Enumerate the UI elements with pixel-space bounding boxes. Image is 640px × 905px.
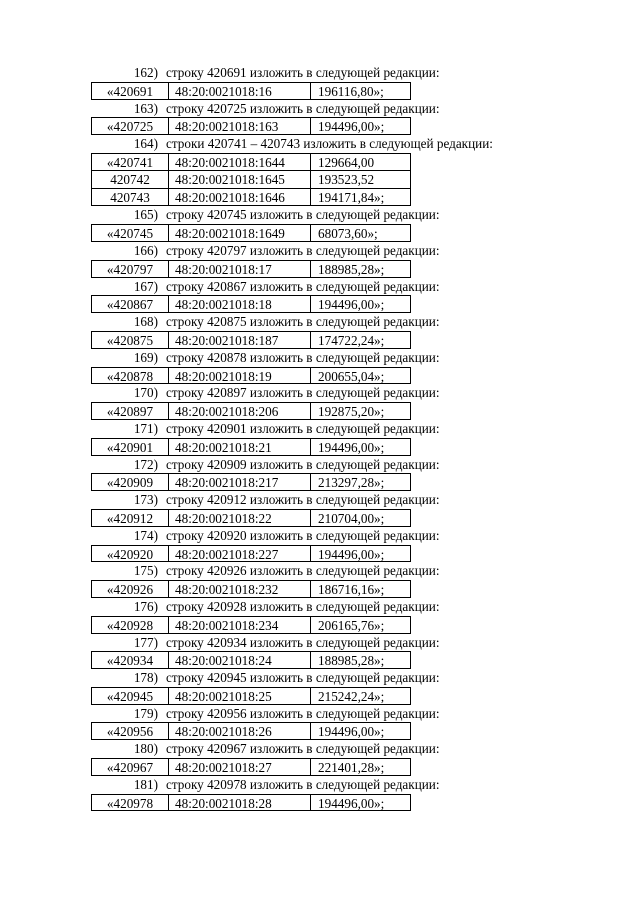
cadastral-number-cell: 48:20:0021018:22 <box>168 510 310 526</box>
cadastral-number-cell: 48:20:0021018:18 <box>168 296 310 312</box>
item-number: 177) <box>133 634 158 650</box>
item-number: 176) <box>133 598 158 614</box>
item-number: 172) <box>133 456 158 472</box>
amendment-instruction: строку 420691 изложить в следующей редакции: <box>166 65 440 80</box>
table-row <box>91 545 411 563</box>
amendment-instruction: строку 420867 изложить в следующей редакции: <box>166 278 440 294</box>
cadastral-number-cell: 48:20:0021018:163 <box>168 118 310 134</box>
table-row <box>91 295 411 313</box>
table-row <box>91 331 411 349</box>
amendment-instruction: строку 420745 изложить в следующей редакции: <box>166 207 440 223</box>
table-row <box>91 117 411 135</box>
row-code-cell: «420878 <box>106 368 154 384</box>
item-number: 170) <box>133 385 158 401</box>
cadastral-number-cell: 48:20:0021018:19 <box>168 368 310 384</box>
amendment-table <box>91 580 411 598</box>
item-number: 175) <box>133 563 158 579</box>
value-cell: 174722,24»; <box>310 332 412 348</box>
value-cell: 206165,76»; <box>310 617 412 633</box>
cadastral-number-cell: 48:20:0021018:217 <box>168 474 310 490</box>
row-code-cell: «420912 <box>106 510 154 526</box>
row-code-cell: «420901 <box>106 439 154 455</box>
cadastral-number-cell: 48:20:0021018:232 <box>168 581 310 597</box>
value-cell: 193523,52 <box>310 171 412 188</box>
value-cell: 194496,00»; <box>310 723 412 739</box>
table-row <box>91 758 411 776</box>
amendment-instruction: строку 420909 изложить в следующей редакции: <box>166 456 440 472</box>
table-row <box>91 189 411 207</box>
amendment-instruction: строку 420901 изложить в следующей редакции: <box>166 420 440 436</box>
amendment-heading <box>0 527 640 545</box>
cadastral-number-cell: 48:20:0021018:16 <box>168 83 310 99</box>
amendment-heading <box>0 491 640 509</box>
value-cell: 188985,28»; <box>310 652 412 668</box>
value-cell: 215242,24»; <box>310 688 412 704</box>
amendment-instruction: строку 420912 изложить в следующей редакции: <box>166 492 440 508</box>
row-code-cell: «420934 <box>106 653 154 669</box>
amendment-heading <box>0 384 640 402</box>
row-code-cell: «420928 <box>106 617 154 633</box>
item-number: 163) <box>133 100 158 116</box>
amendment-heading <box>0 206 640 224</box>
value-cell: 213297,28»; <box>310 474 412 490</box>
amendment-heading <box>0 349 640 367</box>
value-cell: 194496,00»; <box>310 795 412 811</box>
row-code-cell: «420897 <box>106 404 154 420</box>
table-row <box>91 509 411 527</box>
table-row <box>91 171 411 189</box>
amendment-table <box>91 117 411 135</box>
cadastral-number-cell: 48:20:0021018:1645 <box>168 171 310 188</box>
cadastral-number-cell: 48:20:0021018:28 <box>168 795 310 811</box>
amendment-heading <box>0 100 640 118</box>
value-cell: 194496,00»; <box>310 118 412 134</box>
item-number: 181) <box>133 776 158 792</box>
item-number: 168) <box>133 314 158 330</box>
item-number: 173) <box>133 492 158 508</box>
amendment-heading <box>0 598 640 616</box>
amendment-table <box>91 545 411 563</box>
cadastral-number-cell: 48:20:0021018:187 <box>168 332 310 348</box>
cadastral-number-cell: 48:20:0021018:25 <box>168 688 310 704</box>
value-cell: 221401,28»; <box>310 759 412 775</box>
row-code-cell: «420745 <box>106 226 154 242</box>
cadastral-number-cell: 48:20:0021018:24 <box>168 652 310 668</box>
value-cell: 194496,00»; <box>310 296 412 312</box>
row-code-cell: «420956 <box>106 724 154 740</box>
amendment-table <box>91 438 411 456</box>
cadastral-number-cell: 48:20:0021018:27 <box>168 759 310 775</box>
value-cell: 194496,00»; <box>310 439 412 455</box>
row-code-cell: «420920 <box>106 546 154 562</box>
row-code-cell: 420743 <box>110 189 150 205</box>
cadastral-number-cell: 48:20:0021018:21 <box>168 439 310 455</box>
amendment-heading <box>0 64 640 82</box>
amendment-instruction: строку 420920 изложить в следующей редакции: <box>166 527 440 543</box>
amendment-heading <box>0 420 640 438</box>
table-row <box>91 580 411 598</box>
amendment-table <box>91 651 411 669</box>
amendment-instruction: строки 420741 – 420743 изложить в следующей редакции: <box>166 136 493 152</box>
table-row <box>91 794 411 812</box>
amendment-instruction: строку 420945 изложить в следующей редакции: <box>166 670 440 686</box>
value-cell: 192875,20»; <box>310 403 412 419</box>
value-cell: 194496,00»; <box>310 546 412 562</box>
amendment-instruction: строку 420875 изложить в следующей редакции: <box>166 314 440 330</box>
value-cell: 210704,00»; <box>310 510 412 526</box>
table-row <box>91 473 411 491</box>
table-row <box>91 651 411 669</box>
table-row <box>91 224 411 242</box>
value-cell: 186716,16»; <box>310 581 412 597</box>
amendment-table <box>91 367 411 385</box>
table-row <box>91 260 411 278</box>
cadastral-number-cell: 48:20:0021018:26 <box>168 723 310 739</box>
cadastral-number-cell: 48:20:0021018:1649 <box>168 225 310 241</box>
cadastral-number-cell: 48:20:0021018:227 <box>168 546 310 562</box>
table-row <box>91 438 411 456</box>
row-code-cell: «420797 <box>106 261 154 277</box>
amendment-instruction: строку 420797 изложить в следующей редакции: <box>166 242 440 258</box>
amendment-instruction: строку 420725 изложить в следующей редакции: <box>166 100 440 116</box>
value-cell: 194171,84»; <box>310 189 412 206</box>
amendment-heading <box>0 562 640 580</box>
row-code-cell: «420978 <box>106 795 154 811</box>
cadastral-number-cell: 48:20:0021018:1644 <box>168 154 310 170</box>
amendment-heading <box>0 313 640 331</box>
table-row <box>91 616 411 634</box>
amendment-instruction: строку 420978 изложить в следующей редакции: <box>166 776 440 792</box>
item-number: 179) <box>133 705 158 721</box>
table-row <box>91 82 411 100</box>
row-code-cell: «420725 <box>106 119 154 135</box>
item-number: 164) <box>133 136 158 152</box>
amendment-heading <box>0 242 640 260</box>
amendment-table <box>91 153 411 206</box>
value-cell: 196116,80»; <box>310 83 412 99</box>
value-cell: 200655,04»; <box>310 368 412 384</box>
table-row <box>91 367 411 385</box>
table-row <box>91 402 411 420</box>
amendment-table <box>91 616 411 634</box>
amendment-instruction: строку 420926 изложить в следующей редакции: <box>166 563 440 579</box>
amendment-instruction: строку 420967 изложить в следующей редакции: <box>166 741 440 757</box>
amendment-table <box>91 295 411 313</box>
amendment-table <box>91 722 411 740</box>
item-number: 165) <box>133 207 158 223</box>
amendment-table <box>91 331 411 349</box>
amendment-heading <box>0 669 640 687</box>
amendment-instruction: строку 420934 изложить в следующей редакции: <box>166 634 440 650</box>
table-row <box>91 687 411 705</box>
amendment-table <box>91 82 411 100</box>
amendment-table <box>91 402 411 420</box>
amendment-heading <box>0 776 640 794</box>
table-row <box>91 722 411 740</box>
row-code-cell: «420867 <box>106 297 154 313</box>
amendment-heading <box>0 705 640 723</box>
amendment-table <box>91 687 411 705</box>
amendment-heading <box>0 634 640 652</box>
amendment-table <box>91 473 411 491</box>
amendment-table <box>91 260 411 278</box>
row-code-cell: 420742 <box>110 171 150 187</box>
cadastral-number-cell: 48:20:0021018:234 <box>168 617 310 633</box>
item-number: 171) <box>133 420 158 436</box>
item-number: 180) <box>133 741 158 757</box>
value-cell: 68073,60»; <box>310 225 412 241</box>
amendment-table <box>91 794 411 812</box>
item-number: 162) <box>133 65 158 80</box>
row-code-cell: «420945 <box>106 688 154 704</box>
row-code-cell: «420741 <box>106 154 154 170</box>
amendment-instruction: строку 420928 изложить в следующей редакции: <box>166 598 440 614</box>
document-body <box>0 64 640 811</box>
amendment-table <box>91 758 411 776</box>
row-code-cell: «420691 <box>106 83 154 99</box>
row-code-cell: «420967 <box>106 760 154 776</box>
cadastral-number-cell: 48:20:0021018:1646 <box>168 189 310 206</box>
amendment-instruction: строку 420878 изложить в следующей редакции: <box>166 349 440 365</box>
amendment-instruction: строку 420956 изложить в следующей редакции: <box>166 705 440 721</box>
value-cell: 129664,00 <box>310 154 412 170</box>
cadastral-number-cell: 48:20:0021018:206 <box>168 403 310 419</box>
amendment-table <box>91 224 411 242</box>
row-code-cell: «420875 <box>106 332 154 348</box>
cadastral-number-cell: 48:20:0021018:17 <box>168 261 310 277</box>
amendment-heading <box>0 456 640 474</box>
item-number: 169) <box>133 349 158 365</box>
amendment-table <box>91 509 411 527</box>
item-number: 166) <box>133 242 158 258</box>
table-row <box>91 153 411 171</box>
row-code-cell: «420909 <box>106 475 154 491</box>
amendment-heading <box>0 740 640 758</box>
amendment-heading <box>0 278 640 296</box>
amendment-heading <box>0 135 640 153</box>
value-cell: 188985,28»; <box>310 261 412 277</box>
row-code-cell: «420926 <box>106 582 154 598</box>
item-number: 174) <box>133 527 158 543</box>
item-number: 178) <box>133 670 158 686</box>
item-number: 167) <box>133 278 158 294</box>
amendment-instruction: строку 420897 изложить в следующей редакции: <box>166 385 440 401</box>
